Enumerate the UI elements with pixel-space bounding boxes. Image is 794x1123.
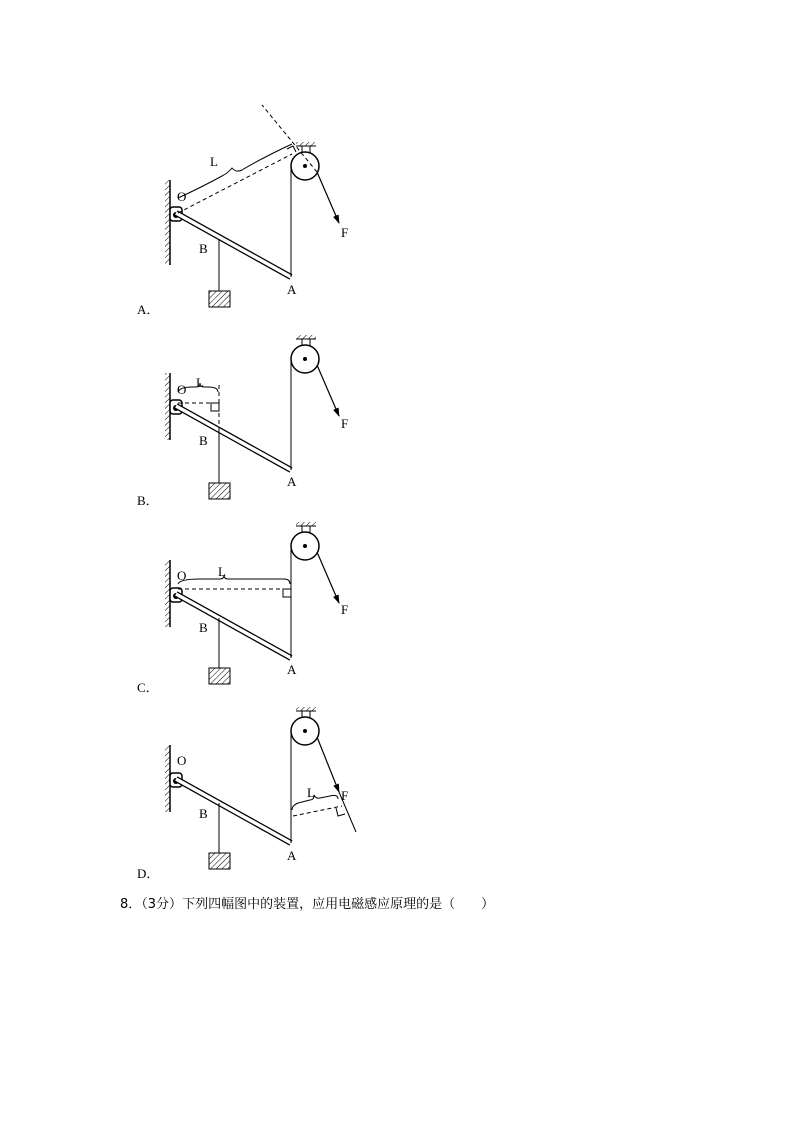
question-number: 8． bbox=[120, 897, 142, 912]
label-L: L bbox=[210, 154, 218, 169]
label-O: O bbox=[177, 382, 187, 397]
label-F: F bbox=[341, 788, 349, 803]
label-O: O bbox=[177, 753, 187, 768]
option-c-label: C． bbox=[137, 680, 159, 695]
question-8 bbox=[120, 893, 494, 912]
label-A: A bbox=[287, 474, 297, 489]
option-b-label: B． bbox=[137, 493, 159, 508]
label-B: B bbox=[199, 241, 208, 256]
label-B: B bbox=[199, 433, 208, 448]
label-O: O bbox=[177, 568, 187, 583]
label-B: B bbox=[199, 806, 208, 821]
figure-a bbox=[0, 100, 794, 315]
label-A: A bbox=[287, 848, 297, 863]
label-F: F bbox=[341, 602, 349, 617]
label-F: F bbox=[341, 225, 349, 240]
question-score: （3分） bbox=[141, 897, 183, 912]
label-F: F bbox=[341, 416, 349, 431]
label-A: A bbox=[287, 662, 297, 677]
label-L: L bbox=[196, 375, 204, 390]
figure-c bbox=[0, 515, 794, 690]
label-A: A bbox=[287, 282, 297, 297]
label-L: L bbox=[218, 564, 226, 579]
question-text: 下列四幅图中的装置，应用电磁感应原理的是（ ） bbox=[182, 897, 495, 912]
label-L: L bbox=[307, 785, 315, 800]
label-O: O bbox=[177, 189, 187, 204]
option-d-label: D． bbox=[137, 866, 160, 881]
figure-d bbox=[0, 700, 794, 875]
label-B: B bbox=[199, 620, 208, 635]
figure-b bbox=[0, 330, 794, 505]
option-a-label: A． bbox=[137, 302, 160, 317]
